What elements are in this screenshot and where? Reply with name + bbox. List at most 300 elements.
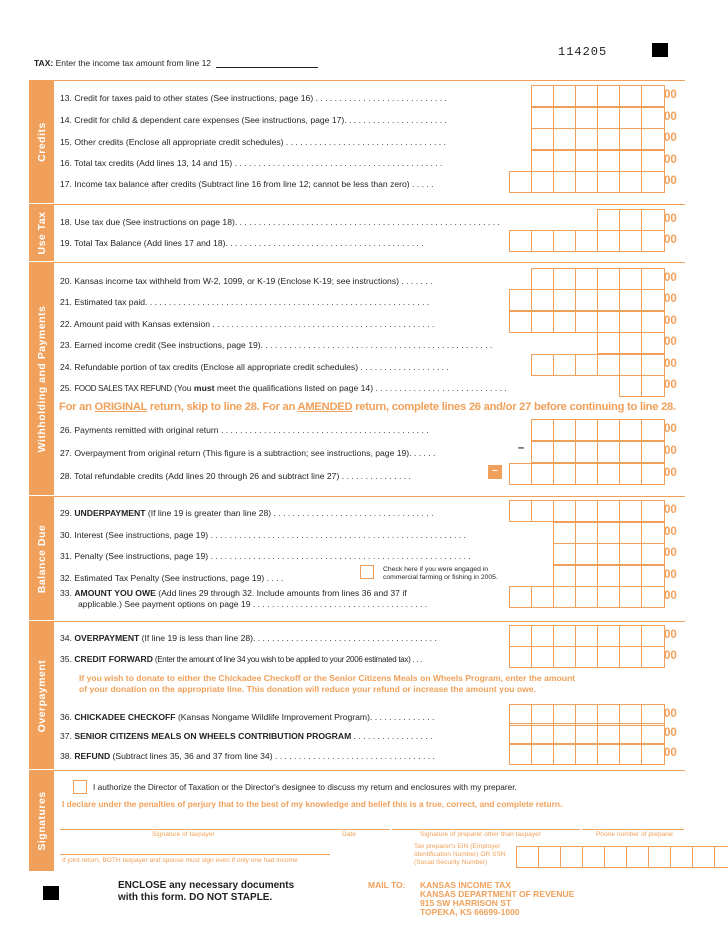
amount-digit-cell[interactable] xyxy=(620,312,642,332)
amount-digit-cell[interactable] xyxy=(554,108,576,128)
amount-digit-cell[interactable] xyxy=(532,626,554,646)
amount-digit-cell[interactable] xyxy=(642,442,664,462)
notice-part: return, complete lines 26 and/or 27 before continuing to line 28. xyxy=(352,401,676,413)
authorize-preparer-checkbox[interactable] xyxy=(73,780,87,794)
credits-section-divider xyxy=(29,80,685,81)
line-24-amount-field[interactable] xyxy=(531,354,665,376)
amount-digit-cell[interactable] xyxy=(576,587,598,607)
amount-digit-cell[interactable] xyxy=(642,172,664,192)
amount-digit-cell[interactable] xyxy=(554,269,576,289)
amount-digit-cell[interactable] xyxy=(576,231,598,251)
line-25-must: must xyxy=(193,383,215,393)
line-33-label xyxy=(60,588,407,599)
amount-digit-cell[interactable] xyxy=(598,724,620,744)
line-19-amount-field[interactable] xyxy=(509,230,665,252)
line-33-label-cont: applicable.) See payment options on page 19 . . . . . . . . . . . . . . . . . . . . . . . . . . . . . . . . . . . . . xyxy=(78,599,428,609)
preparer-phone-line[interactable] xyxy=(582,829,684,830)
line-15-cents: 00 xyxy=(664,132,677,144)
amount-digit-cell[interactable] xyxy=(642,501,664,521)
line-27-minus: – xyxy=(518,442,525,454)
date-line[interactable] xyxy=(330,829,390,830)
farming-fishing-label: Check here if you were engaged in commercial farming or fishing in 2005. xyxy=(383,566,498,581)
line-35-amount-field[interactable] xyxy=(509,646,665,668)
enclose-instructions xyxy=(118,880,294,904)
amount-digit-cell[interactable] xyxy=(642,151,664,171)
address-line4: TOPEKA, KS 66699-1000 xyxy=(420,907,520,917)
line-20-label: 20. Kansas income tax withheld from W-2, 1099, or K-19 (Enclose K-19; see instructions) . . . . . . . xyxy=(60,276,433,286)
line-23-cents: 00 xyxy=(664,336,677,348)
line-25-amount-field[interactable] xyxy=(619,375,665,397)
perjury-declaration: I declare under the penalties of perjury that to the best of my knowledge and belief this is a true, correct, and complete return. xyxy=(62,799,563,809)
line-18-amount-field[interactable] xyxy=(597,209,665,231)
line-37-text: . . . . . . . . . . . . . . . . . xyxy=(351,731,433,741)
amount-digit-cell[interactable] xyxy=(642,333,664,353)
line-23-label: 23. Earned income credit (See instructions, page 19). . . . . . . . . . . . . . . . . . . . . . . . . . . . . . . . . . . . . . . . . . . . . . . . . xyxy=(60,340,493,350)
amount-digit-cell[interactable] xyxy=(576,647,598,667)
amount-digit-cell[interactable] xyxy=(620,129,642,149)
amount-digit-cell[interactable] xyxy=(642,129,664,149)
line-38-num: 38. xyxy=(60,751,75,761)
amount-digit-cell[interactable] xyxy=(598,231,620,251)
line-35-num: 35. xyxy=(60,654,75,664)
address-line2: KANSAS DEPARTMENT OF REVENUE xyxy=(420,889,575,899)
amount-digit-cell[interactable] xyxy=(554,86,576,106)
date-caption: Date xyxy=(342,831,356,838)
line-18-label: 18. Use tax due (See instructions on page 18). . . . . . . . . . . . . . . . . . . . . . . . . . . . . . . . . . . . . . . . . . . . . . . . . . . . . . . . xyxy=(60,217,500,227)
line-30-amount-field[interactable] xyxy=(553,522,665,544)
line-14-amount-field[interactable] xyxy=(531,107,665,129)
form-number: 114205 xyxy=(558,45,608,59)
balance-due-section-divider xyxy=(29,496,685,497)
line-28-label: 28. Total refundable credits (Add lines 20 through 26 and subtract line 27) . . . . . . . . . . . . . . . xyxy=(60,471,411,481)
amount-digit-cell[interactable] xyxy=(532,705,554,725)
ein-digit[interactable] xyxy=(627,847,649,867)
line-29-text: (If line 19 is greater than line 28) . . . . . . . . . . . . . . . . . . . . . . . . . . . . . . . . . . xyxy=(145,508,434,518)
line-29-amount-field[interactable] xyxy=(509,500,665,522)
amount-digit-cell[interactable] xyxy=(510,290,532,310)
line-15-label: 15. Other credits (Enclose all appropriate credit schedules) . . . . . . . . . . . . . . . . . . . . . . . . . . . . . . . . . . xyxy=(60,137,446,147)
amount-digit-cell[interactable] xyxy=(642,355,664,375)
spouse-signature-line[interactable] xyxy=(60,854,330,855)
line-26-amount-field[interactable] xyxy=(531,419,665,441)
withholding-section-divider xyxy=(29,262,685,263)
amount-digit-cell[interactable] xyxy=(554,566,576,586)
line-29-num: 29. xyxy=(60,508,75,518)
amount-digit-cell[interactable] xyxy=(532,724,554,744)
amount-digit-cell[interactable] xyxy=(510,705,532,725)
line-25-text: (You xyxy=(171,383,194,393)
amount-digit-cell[interactable] xyxy=(620,376,642,396)
amount-digit-cell[interactable] xyxy=(642,376,664,396)
line-25-label xyxy=(60,383,507,394)
ein-digit[interactable] xyxy=(693,847,715,867)
amount-digit-cell[interactable] xyxy=(554,464,576,484)
amount-digit-cell[interactable] xyxy=(532,172,554,192)
amount-digit-cell[interactable] xyxy=(598,333,620,353)
ein-field[interactable] xyxy=(516,846,728,868)
amount-digit-cell[interactable] xyxy=(532,108,554,128)
line-29-label xyxy=(60,508,434,519)
amount-digit-cell[interactable] xyxy=(620,420,642,440)
amount-digit-cell[interactable] xyxy=(620,724,642,744)
amount-digit-cell[interactable] xyxy=(620,333,642,353)
amount-digit-cell[interactable] xyxy=(598,129,620,149)
amount-digit-cell[interactable] xyxy=(620,587,642,607)
amount-digit-cell[interactable] xyxy=(620,86,642,106)
amount-digit-cell[interactable] xyxy=(620,523,642,543)
overpayment-tab xyxy=(29,622,54,769)
amount-digit-cell[interactable] xyxy=(642,523,664,543)
line-24-label: 24. Refundable portion of tax credits (Enclose all appropriate credit schedules) . . . . . . . . . . . . . . . . . . . xyxy=(60,362,449,372)
amount-digit-cell[interactable] xyxy=(576,464,598,484)
amount-digit-cell[interactable] xyxy=(598,523,620,543)
line-18-cents: 00 xyxy=(664,213,677,225)
line-21-amount-field[interactable] xyxy=(509,289,665,311)
line-26-label: 26. Payments remitted with original return . . . . . . . . . . . . . . . . . . . . . . . . . . . . . . . . . . . . . . . . . . . . xyxy=(60,425,429,435)
line-34-text: (If line 19 is less than line 28). . . . . . . . . . . . . . . . . . . . . . . . . . . . . . . . . . . . . . . xyxy=(139,633,437,643)
ein-digit[interactable] xyxy=(583,847,605,867)
use-tax-tab-label: Use Tax xyxy=(35,211,48,255)
line-23-amount-field[interactable] xyxy=(597,332,665,354)
amount-digit-cell[interactable] xyxy=(532,231,554,251)
overpayment-tab-label: Overpayment xyxy=(35,659,48,732)
amount-digit-cell[interactable] xyxy=(532,129,554,149)
amount-digit-cell[interactable] xyxy=(620,626,642,646)
line-17-amount-field[interactable] xyxy=(509,171,665,193)
line-27-cents: 00 xyxy=(664,445,677,457)
amount-digit-cell[interactable] xyxy=(576,626,598,646)
line-13-amount-field[interactable] xyxy=(531,85,665,107)
amount-digit-cell[interactable] xyxy=(554,744,576,764)
amount-digit-cell[interactable] xyxy=(576,108,598,128)
line-15-amount-field[interactable] xyxy=(531,128,665,150)
donation-notice-line1: If you wish to donate to either the Chickadee Checkoff or the Senior Citizens Meals on Wheels Program, enter the amount xyxy=(79,673,576,683)
amount-digit-cell[interactable] xyxy=(620,464,642,484)
amount-digit-cell[interactable] xyxy=(532,587,554,607)
amount-digit-cell[interactable] xyxy=(620,744,642,764)
amount-digit-cell[interactable] xyxy=(576,501,598,521)
taxpayer-signature-line[interactable] xyxy=(60,829,330,830)
amount-digit-cell[interactable] xyxy=(576,705,598,725)
line-27-amount-field[interactable] xyxy=(531,441,665,463)
amount-digit-cell[interactable] xyxy=(532,312,554,332)
amount-digit-cell[interactable] xyxy=(642,705,664,725)
amount-digit-cell[interactable] xyxy=(532,355,554,375)
amount-digit-cell[interactable] xyxy=(642,210,664,230)
amount-digit-cell[interactable] xyxy=(532,290,554,310)
amount-digit-cell[interactable] xyxy=(620,355,642,375)
amount-digit-cell[interactable] xyxy=(620,566,642,586)
amount-digit-cell[interactable] xyxy=(554,724,576,744)
amount-digit-cell[interactable] xyxy=(642,420,664,440)
line-31-amount-field[interactable] xyxy=(553,543,665,565)
amount-digit-cell[interactable] xyxy=(620,172,642,192)
amount-digit-cell[interactable] xyxy=(510,464,532,484)
amount-digit-cell[interactable] xyxy=(598,442,620,462)
amount-digit-cell[interactable] xyxy=(510,231,532,251)
farming-fishing-checkbox[interactable] xyxy=(360,565,374,579)
amount-digit-cell[interactable] xyxy=(554,231,576,251)
amount-digit-cell[interactable] xyxy=(620,647,642,667)
amount-digit-cell[interactable] xyxy=(598,108,620,128)
phone-caption: Phone number of preparer xyxy=(596,831,674,838)
line-38-label xyxy=(60,751,435,762)
amount-digit-cell[interactable] xyxy=(642,647,664,667)
line-26-cents: 00 xyxy=(664,423,677,435)
line-29-title: UNDERPAYMENT xyxy=(74,508,146,518)
amount-digit-cell[interactable] xyxy=(576,442,598,462)
amount-digit-cell[interactable] xyxy=(598,269,620,289)
amount-digit-cell[interactable] xyxy=(642,290,664,310)
authorize-text: I authorize the Director of Taxation or the Director's designee to discuss my return and enclosures with my preparer. xyxy=(93,782,517,792)
amount-digit-cell[interactable] xyxy=(598,210,620,230)
ein-digit[interactable] xyxy=(715,847,728,867)
tax-amount-field[interactable] xyxy=(216,60,318,68)
line-38-title: REFUND xyxy=(74,751,111,761)
line-33-amount-field[interactable] xyxy=(509,586,665,608)
amount-digit-cell[interactable] xyxy=(576,724,598,744)
amount-digit-cell[interactable] xyxy=(598,744,620,764)
line-37-amount-field[interactable] xyxy=(509,723,665,745)
line-38-cents: 00 xyxy=(664,747,677,759)
line-22-amount-field[interactable] xyxy=(509,311,665,333)
ein-digit[interactable] xyxy=(539,847,561,867)
balance-due-tab xyxy=(29,497,54,620)
amount-digit-cell[interactable] xyxy=(576,355,598,375)
amount-digit-cell[interactable] xyxy=(620,290,642,310)
line-37-label xyxy=(60,731,432,742)
mail-to-label: MAIL TO: xyxy=(368,880,406,890)
amount-digit-cell[interactable] xyxy=(598,151,620,171)
amount-digit-cell[interactable] xyxy=(620,210,642,230)
line-33-title: AMOUNT YOU OWE xyxy=(74,588,156,598)
ein-digit[interactable] xyxy=(561,847,583,867)
amount-digit-cell[interactable] xyxy=(532,269,554,289)
line-22-label: 22. Amount paid with Kansas extension . . . . . . . . . . . . . . . . . . . . . . . . . . . . . . . . . . . . . . . . . . . . . . . xyxy=(60,319,435,329)
amount-digit-cell[interactable] xyxy=(598,312,620,332)
tax-label: TAX: xyxy=(34,58,54,68)
amount-digit-cell[interactable] xyxy=(554,501,576,521)
ein-digit[interactable] xyxy=(605,847,627,867)
amount-digit-cell[interactable] xyxy=(620,108,642,128)
line-34-amount-field[interactable] xyxy=(509,625,665,647)
ein-digit[interactable] xyxy=(671,847,693,867)
amount-digit-cell[interactable] xyxy=(620,269,642,289)
line-32-label: 32. Estimated Tax Penalty (See instructions, page 19) . . . . xyxy=(60,573,284,583)
line-16-amount-field[interactable] xyxy=(531,150,665,172)
amount-digit-cell[interactable] xyxy=(554,523,576,543)
amount-digit-cell[interactable] xyxy=(532,420,554,440)
amount-digit-cell[interactable] xyxy=(642,464,664,484)
amount-digit-cell[interactable] xyxy=(620,442,642,462)
withholding-tab-label: Withholding and Payments xyxy=(35,305,48,453)
enclose-line1: ENCLOSE any necessary documents xyxy=(118,880,295,891)
amount-digit-cell[interactable] xyxy=(510,172,532,192)
amount-digit-cell[interactable] xyxy=(642,587,664,607)
amount-digit-cell[interactable] xyxy=(554,355,576,375)
amount-digit-cell[interactable] xyxy=(598,566,620,586)
amount-digit-cell[interactable] xyxy=(510,724,532,744)
amount-digit-cell[interactable] xyxy=(554,290,576,310)
amount-digit-cell[interactable] xyxy=(642,231,664,251)
amount-digit-cell[interactable] xyxy=(576,420,598,440)
signatures-tab-label: Signatures xyxy=(35,791,48,851)
amount-digit-cell[interactable] xyxy=(642,269,664,289)
preparer-signature-line[interactable] xyxy=(392,829,580,830)
address-line1: KANSAS INCOME TAX xyxy=(420,880,511,890)
amount-digit-cell[interactable] xyxy=(576,172,598,192)
amount-digit-cell[interactable] xyxy=(510,501,532,521)
line-14-label: 14. Credit for child & dependent care expenses (See instructions, page 17). . . . . . . . . . . . . . . . . . . . . . xyxy=(60,115,447,125)
amount-digit-cell[interactable] xyxy=(554,312,576,332)
amount-digit-cell[interactable] xyxy=(642,626,664,646)
amount-digit-cell[interactable] xyxy=(598,86,620,106)
line-16-cents: 00 xyxy=(664,154,677,166)
overpayment-section-divider xyxy=(29,621,685,622)
amount-digit-cell[interactable] xyxy=(510,647,532,667)
line-21-cents: 00 xyxy=(664,293,677,305)
amount-digit-cell[interactable] xyxy=(598,172,620,192)
amount-digit-cell[interactable] xyxy=(598,464,620,484)
amount-digit-cell[interactable] xyxy=(598,290,620,310)
line-34-title: OVERPAYMENT xyxy=(74,633,140,643)
amount-digit-cell[interactable] xyxy=(576,129,598,149)
line-25-cents: 00 xyxy=(664,379,677,391)
line-30-cents: 00 xyxy=(664,526,677,538)
amount-digit-cell[interactable] xyxy=(598,647,620,667)
line-14-cents: 00 xyxy=(664,111,677,123)
line-36-num: 36. xyxy=(60,712,75,722)
address-line3: 915 SW HARRISON ST xyxy=(420,898,512,908)
ein-digit[interactable] xyxy=(517,847,539,867)
amount-digit-cell[interactable] xyxy=(620,151,642,171)
amount-digit-cell[interactable] xyxy=(510,626,532,646)
amount-digit-cell[interactable] xyxy=(576,290,598,310)
amount-digit-cell[interactable] xyxy=(620,501,642,521)
mailing-address xyxy=(420,881,574,917)
amount-digit-cell[interactable] xyxy=(554,544,576,564)
amount-digit-cell[interactable] xyxy=(576,269,598,289)
line-33-num: 33. xyxy=(60,588,75,598)
line-36-title: CHICKADEE CHECKOFF xyxy=(74,712,176,722)
line-19-label: 19. Total Tax Balance (Add lines 17 and 18). . . . . . . . . . . . . . . . . . . . . . . . . . . . . . . . . . . . . . . . . . xyxy=(60,238,424,248)
notice-part: return, skip to line 28. For an xyxy=(147,401,298,413)
amount-digit-cell[interactable] xyxy=(576,566,598,586)
line-37-num: 37. xyxy=(60,731,75,741)
tax-line xyxy=(34,58,318,68)
amount-digit-cell[interactable] xyxy=(620,544,642,564)
amount-digit-cell[interactable] xyxy=(576,151,598,171)
notice-amended: AMENDED xyxy=(297,401,353,413)
line-32-amount-field[interactable] xyxy=(553,565,665,587)
line-38-text: (Subtract lines 35, 36 and 37 from line 34) . . . . . . . . . . . . . . . . . . . . . . . . . . . . . . . . . . xyxy=(110,751,435,761)
amount-digit-cell[interactable] xyxy=(642,544,664,564)
amount-digit-cell[interactable] xyxy=(554,647,576,667)
amount-digit-cell[interactable] xyxy=(642,86,664,106)
amount-digit-cell[interactable] xyxy=(598,626,620,646)
line-27-label: 27. Overpayment from original return (This figure is a subtraction; see instructions, page 19). . . . . . xyxy=(60,448,436,458)
amount-digit-cell[interactable] xyxy=(532,151,554,171)
amount-digit-cell[interactable] xyxy=(598,420,620,440)
amount-digit-cell[interactable] xyxy=(510,312,532,332)
line-25-num: 25. xyxy=(60,383,75,393)
amount-digit-cell[interactable] xyxy=(532,464,554,484)
amount-digit-cell[interactable] xyxy=(510,744,532,764)
balance-due-tab-label: Balance Due xyxy=(35,524,48,593)
line-13-label: 13. Credit for taxes paid to other states (See instructions, page 16) . . . . . . . . . . . . . . . . . . . . . . . . . . . . xyxy=(60,93,447,103)
line-34-num: 34. xyxy=(60,633,75,643)
amount-digit-cell[interactable] xyxy=(554,172,576,192)
tax-text: Enter the income tax amount from line 12 xyxy=(55,58,212,68)
line-38-amount-field[interactable] xyxy=(509,743,665,765)
line-20-amount-field[interactable] xyxy=(531,268,665,290)
amount-digit-cell[interactable] xyxy=(642,108,664,128)
credits-tab xyxy=(29,81,54,203)
line-20-cents: 00 xyxy=(664,272,677,284)
amount-digit-cell[interactable] xyxy=(576,312,598,332)
donation-notice-line2: of your donation on the appropriate line. This donation will reduce your refund or increase the amount you owe. xyxy=(79,684,536,694)
amount-digit-cell[interactable] xyxy=(598,501,620,521)
line-36-cents: 00 xyxy=(664,708,677,720)
amount-digit-cell[interactable] xyxy=(642,724,664,744)
line-33-cents: 00 xyxy=(664,590,677,602)
amended-notice xyxy=(59,401,676,413)
line-19-cents: 00 xyxy=(664,234,677,246)
amount-digit-cell[interactable] xyxy=(642,312,664,332)
amount-digit-cell[interactable] xyxy=(642,744,664,764)
amount-digit-cell[interactable] xyxy=(576,86,598,106)
registration-mark xyxy=(652,43,668,57)
amount-digit-cell[interactable] xyxy=(554,626,576,646)
ein-caption: Tax preparer's EIN (Employer Identification Number) OR SSN (Social Security Number) xyxy=(414,843,506,866)
line-37-title: SENIOR CITIZENS MEALS ON WHEELS CONTRIBUTION PROGRAM xyxy=(74,731,352,741)
amount-digit-cell[interactable] xyxy=(554,151,576,171)
amount-digit-cell[interactable] xyxy=(532,442,554,462)
amount-digit-cell[interactable] xyxy=(576,744,598,764)
line-16-label: 16. Total tax credits (Add lines 13, 14 and 15) . . . . . . . . . . . . . . . . . . . . . . . . . . . . . . . . . . . . . . . . . . . . xyxy=(60,158,443,168)
signatures-tab xyxy=(29,771,54,871)
line-34-cents: 00 xyxy=(664,629,677,641)
ein-digit[interactable] xyxy=(649,847,671,867)
amount-digit-cell[interactable] xyxy=(532,647,554,667)
line-35-label xyxy=(60,654,422,665)
amount-digit-cell[interactable] xyxy=(532,744,554,764)
amount-digit-cell[interactable] xyxy=(598,705,620,725)
amount-digit-cell[interactable] xyxy=(554,129,576,149)
amount-digit-cell[interactable] xyxy=(554,587,576,607)
credits-tab-label: Credits xyxy=(35,122,48,162)
sig-taxpayer-caption: Signature of taxpayer xyxy=(152,831,215,838)
amount-digit-cell[interactable] xyxy=(554,705,576,725)
amount-digit-cell[interactable] xyxy=(554,420,576,440)
line-28-amount-field[interactable] xyxy=(509,463,665,485)
amount-digit-cell[interactable] xyxy=(576,523,598,543)
amount-digit-cell[interactable] xyxy=(576,544,598,564)
amount-digit-cell[interactable] xyxy=(598,355,620,375)
amount-digit-cell[interactable] xyxy=(620,231,642,251)
line-36-text: (Kansas Nongame Wildlife Improvement Program). . . . . . . . . . . . . . xyxy=(175,712,435,722)
amount-digit-cell[interactable] xyxy=(598,544,620,564)
amount-digit-cell[interactable] xyxy=(510,587,532,607)
amount-digit-cell[interactable] xyxy=(642,566,664,586)
line-33-text: (Add lines 29 through 32. Include amounts from lines 36 and 37 if xyxy=(155,588,407,598)
line-35-text: (Enter the amount of line 34 you wish to be applied to your 2006 estimated tax) . . . xyxy=(152,655,423,664)
amount-digit-cell[interactable] xyxy=(554,442,576,462)
amount-digit-cell[interactable] xyxy=(532,501,554,521)
amount-digit-cell[interactable] xyxy=(598,587,620,607)
amount-digit-cell[interactable] xyxy=(620,705,642,725)
amount-digit-cell[interactable] xyxy=(532,86,554,106)
